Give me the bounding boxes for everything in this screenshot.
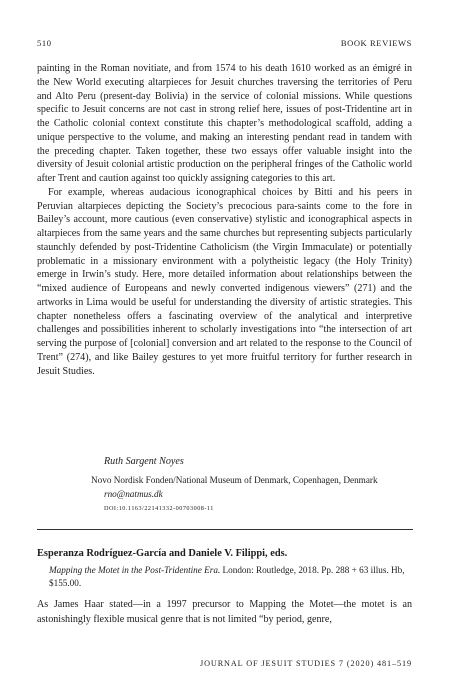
reviewer-name: Ruth Sargent Noyes: [104, 456, 184, 467]
running-header: [37, 38, 412, 50]
book-title: Mapping the Motet in the Post-Tridentine Era.: [49, 565, 221, 575]
section-title: BOOK REVIEWS: [340, 38, 412, 48]
paragraph: painting in the Roman novitiate, and from 1574 to his death 1610 worked as an émigré in the New World executing altarpieces for Jesuit churches traversing the territories of Peru and Alto Peru (present-day Bolivia) in the service of colonial missions. While questions specific to Jesuit concerns are not cast in strong relief here, issues of post-Tridentine art in the Catholic colonial context constitute this chapter’s methodological scaffold, adding a unique perspective to the volume, and making an interesting pendant read in tandem with the preceding chapter. Taken together, these two essays offer valuable insight into the diversity of Jesuit colonial artistic production on the peripheral fringes of the Catholic world after Trent and caution against too quickly assigning categories to this art.: [37, 63, 412, 184]
paragraph: As James Haar stated—in a 1997 precursor to Mapping the Motet—the motet is an astonishingly flexible musical genre that is not limited “by period, genre,: [37, 599, 412, 625]
paragraph: For example, whereas audacious iconographical choices by Bitti and his peers in Peruvian altarpieces depicting the Society’s precocious para-saints come to the fore in Bailey’s account, more cautious (even conservative) stylistic and iconographical aspects in altarpieces from the same years and the same churches but representing subjects particularly staunchly defended by post-Tridentine Catholicism (the Virgin Immaculate) or potentially problematic in a missionary environment with a polytheistic legacy (the Holy Trinity) emerge in Irwin’s study. Here, more detailed information about relationships between the “mixed audience of Europeans and newly converted indigenous viewers” (271) and the artworks in Lima would be useful for understanding the diversity of artistic strategies. This chapter nonetheless offers a fascinating overview of the analytical and interpretive challenges and possibilities inherent to scholarly investigations into “the intersection of art serving the purpose of [colonial] conversion and art related to the response to the Council of Trent” (274), and like Bailey gestures to yet more fruitful territory for further research in Jesuit Studies.: [37, 186, 412, 377]
reviewer-affiliation: Novo Nordisk Fonden/National Museum of Denmark, Copenhagen, Denmark: [91, 475, 378, 485]
review-opening: [37, 598, 412, 627]
running-footer: JOURNAL OF JESUIT STUDIES 7 (2020) 481–519: [199, 659, 412, 668]
reviewer-email[interactable]: rno@natmus.dk: [104, 489, 163, 499]
book-citation: [49, 564, 411, 589]
doi[interactable]: DOI:10.1163/22141332-00703008-11: [104, 505, 214, 512]
review-body: [37, 62, 412, 378]
publication-details: London: Routledge, 2018. Pp. 288 + 63 illus. Hb, $155.00.: [49, 565, 405, 588]
review-heading: Esperanza Rodríguez-García and Daniele V. Filippi, eds.: [37, 548, 288, 559]
page-number: 510: [37, 38, 52, 48]
divider: [37, 529, 413, 530]
